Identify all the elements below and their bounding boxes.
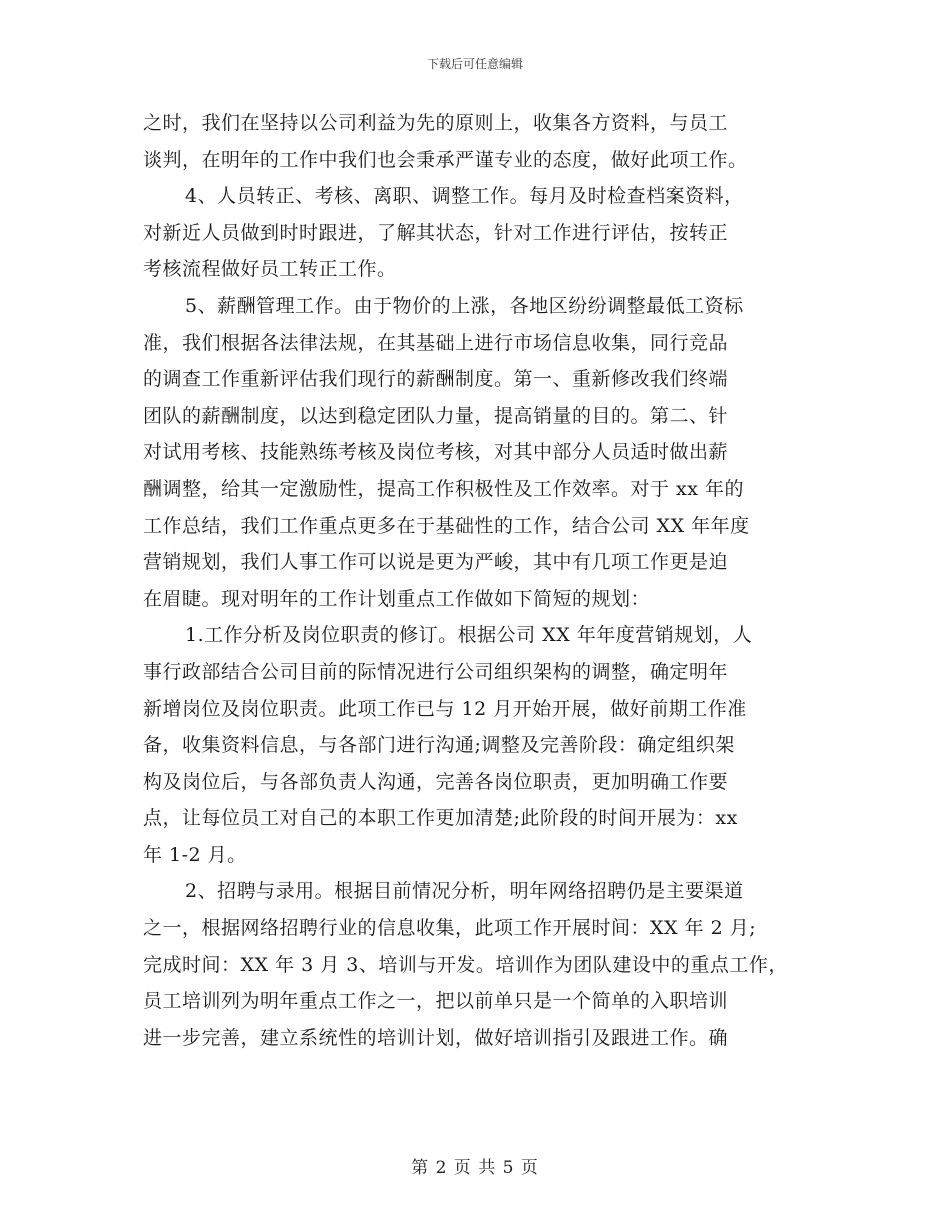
body-line: 完成时间：XX 年 3 月 3、培训与开发。培训作为团队建设中的重点工作， xyxy=(143,953,788,976)
body-line: 团队的薪酬制度，以达到稳定团队力量，提高销量的目的。第二、针 xyxy=(143,404,729,427)
body-line: 考核流程做好员工转正工作。 xyxy=(143,258,397,281)
body-line: 进一步完善，建立系统性的培训计划，做好培训指引及跟进工作。确 xyxy=(143,1026,729,1049)
body-line: 员工培训列为明年重点工作之一，把以前单只是一个简单的入职培训 xyxy=(143,990,729,1013)
body-line: 构及岗位后，与各部负责人沟通，完善各岗位职责，更加明确工作要 xyxy=(143,770,729,793)
body-line: 1.工作分析及岗位职责的修订。根据公司 XX 年年度营销规划，人 xyxy=(185,624,753,647)
body-line: 准，我们根据各法律法规，在其基础上进行市场信息收集，同行竞品 xyxy=(143,331,729,354)
body-line: 在眉睫。现对明年的工作计划重点工作做如下简短的规划： xyxy=(143,587,651,610)
body-line: 之时，我们在坚持以公司利益为先的原则上，收集各方资料，与员工 xyxy=(143,112,729,134)
body-line: 年 1-2 月。 xyxy=(143,843,247,866)
body-line: 点，让每位员工对自己的本职工作更加清楚;此阶段的时间开展为：xx xyxy=(143,807,738,830)
body-line: 事行政部结合公司目前的际情况进行公司组织架构的调整，确定明年 xyxy=(143,660,729,683)
body-line: 工作总结，我们工作重点更多在于基础性的工作，结合公司 XX 年年度 xyxy=(143,514,750,537)
page-header: 下载后可任意编辑 xyxy=(426,57,523,71)
body-line: 5、薪酬管理工作。由于物价的上涨，各地区纷纷调整最低工资标 xyxy=(185,294,744,317)
body-line: 4、人员转正、考核、离职、调整工作。每月及时检查档案资料， xyxy=(185,185,744,208)
body-line: 之一，根据网络招聘行业的信息收集，此项工作开展时间：XX 年 2 月; xyxy=(143,917,757,940)
body-line: 的调查工作重新评估我们现行的薪酬制度。第一、重新修改我们终端 xyxy=(143,368,729,391)
body-line: 对新近人员做到时时跟进，了解其状态，针对工作进行评估，按转正 xyxy=(143,221,729,244)
body-line: 新增岗位及岗位职责。此项工作已与 12 月开始开展，做好前期工作准 xyxy=(143,697,747,720)
page-number: 第 2 页 共 5 页 xyxy=(411,1158,539,1178)
body-line: 备，收集资料信息，与各部门进行沟通;调整及完善阶段：确定组织架 xyxy=(143,734,735,757)
body-line: 2、招聘与录用。根据目前情况分析，明年网络招聘仍是主要渠道 xyxy=(185,880,744,903)
body-line: 酬调整，给其一定激励性，提高工作积极性及工作效率。对于 xx 年的 xyxy=(143,477,745,500)
body-line: 对试用考核、技能熟练考核及岗位考核，对其中部分人员适时做出薪 xyxy=(143,441,729,464)
body-line: 营销规划，我们人事工作可以说是更为严峻，其中有几项工作更是迫 xyxy=(143,551,729,574)
body-line: 谈判，在明年的工作中我们也会秉承严谨专业的态度，做好此项工作。 xyxy=(143,148,748,171)
document-body xyxy=(143,105,833,1056)
